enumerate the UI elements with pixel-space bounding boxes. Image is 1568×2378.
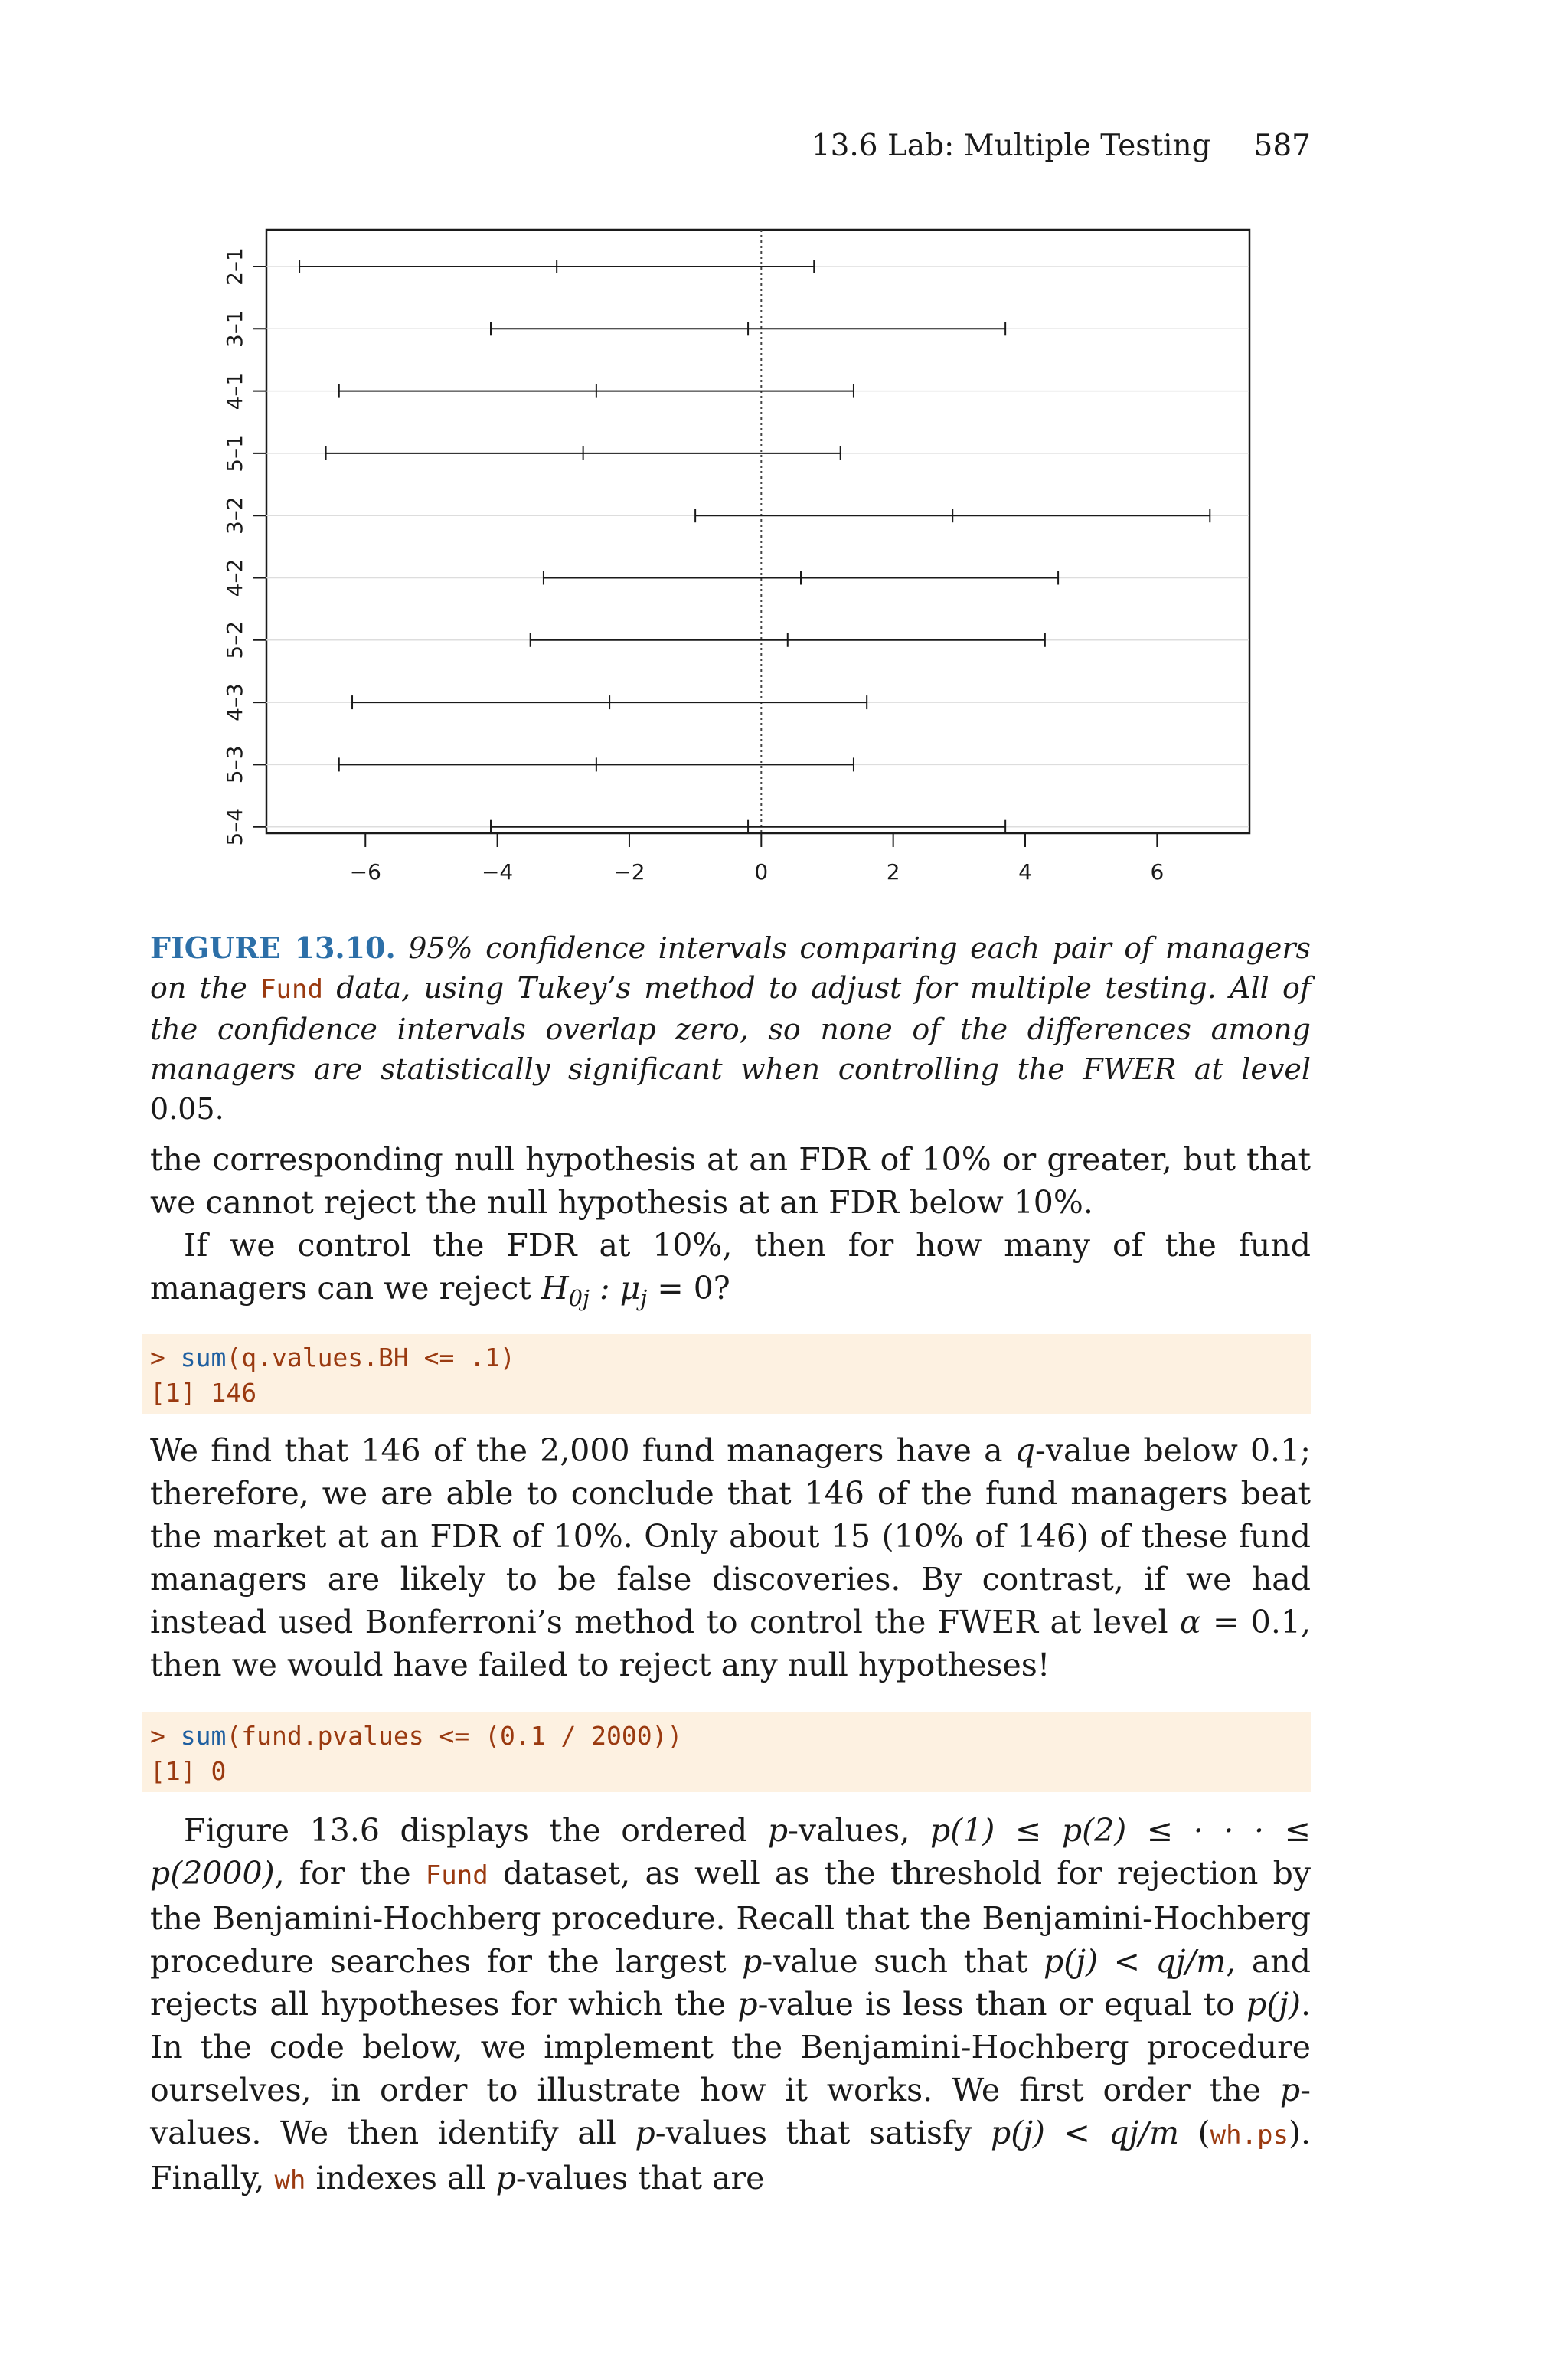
fund-code: Fund: [425, 1860, 488, 1891]
mu-symbol: : μ: [589, 1270, 641, 1307]
running-header: [812, 129, 1311, 163]
p4-d: dataset, as well as the threshold for rejection by the Benjamini-Hochberg procedure. Recall that the Benjamini-Hochberg procedure searches for the largest: [150, 1855, 1311, 1980]
x-tick-label: 4: [1018, 859, 1032, 885]
caption-text-2: data, using Tukey’s method to adjust for multiple testing. All of the confidence intervals overlap zero, so none of the differences among managers are statistically significant when controlling the FWER at level: [150, 971, 1311, 1086]
code-args: (fund.pvalues <= (0.1 / 2000)): [226, 1721, 683, 1751]
y-tick-label: 4–3: [222, 683, 247, 721]
wh-code: wh: [274, 2165, 306, 2196]
caption-code: Fund: [260, 974, 323, 1005]
p4-j: -values that satisfy: [655, 2115, 972, 2151]
code-block-2: [142, 1712, 1311, 1792]
p4-f: , and rejects all hypotheses for which the: [150, 1943, 1311, 2023]
figure-caption: [150, 928, 1311, 1129]
p-symbol: p: [737, 1986, 758, 2023]
p4-a: Figure 13.6 displays the ordered: [184, 1812, 748, 1849]
p4-e: -value such that: [762, 1943, 1028, 1980]
code-output: [1] 146: [150, 1378, 257, 1408]
y-tick-label: 5–2: [222, 620, 247, 659]
code-function: sum: [180, 1721, 227, 1751]
x-tick-label: 2: [886, 859, 900, 885]
p-symbol: p: [635, 2115, 655, 2151]
code-function: sum: [180, 1343, 227, 1372]
code-prompt: >: [150, 1343, 181, 1372]
x-tick-label: 0: [754, 859, 769, 885]
ordered-pvalues: p(1) ≤ p(2) ≤ · · · ≤ p(2000): [150, 1812, 1311, 1892]
y-tick-label: 3–1: [222, 309, 247, 348]
x-tick-label: 6: [1150, 859, 1165, 885]
paragraph-1: the corresponding null hypothesis at an FDR of 10% or greater, but that we cannot reject the null hypothesis at an FDR below 10%.: [150, 1141, 1311, 1221]
p4-i: -values. We then identify all: [150, 2072, 1311, 2151]
y-tick-label: 5–4: [222, 807, 247, 846]
p4-k: ). Finally,: [150, 2115, 1311, 2196]
paragraph-2: [150, 1224, 1311, 1320]
p4-h: . In the code below, we implement the Benjamini-Hochberg procedure ourselves, in order to illustrate how it works. We first order the: [150, 1986, 1311, 2108]
paragraph-3-text-c: = 0.1, then we would have failed to reject any null hypotheses!: [150, 1604, 1311, 1683]
p4-c: , for the: [274, 1855, 411, 1892]
paragraph-3-text-b: -value below 0.1; therefore, we are able to conclude that 146 of the fund managers beat the market at an FDR of 10%. Only about 15 (10% of 146) of these fund managers are likely to be false discoveries. By contrast, if we had instead used Bonferroni’s method to control the FWER at level: [150, 1432, 1311, 1640]
page-number: 587: [1253, 129, 1311, 163]
y-tick-label: 2–1: [222, 247, 247, 286]
y-tick-label: 3–2: [222, 496, 247, 535]
p4-b: -values,: [788, 1812, 910, 1849]
code-block-1: [142, 1334, 1311, 1414]
p-symbol: p: [1279, 2072, 1301, 2108]
q-symbol: q: [1014, 1432, 1035, 1469]
figure-label: FIGURE 13.10.: [150, 931, 396, 965]
code-output: [1] 0: [150, 1756, 227, 1786]
paragraph-3: [150, 1429, 1311, 1686]
caption-text-1: 95% confidence intervals comparing each pair of managers on the: [150, 931, 1311, 1005]
y-tick-label: 4–1: [222, 371, 247, 411]
hypothesis-symbol: H: [541, 1270, 569, 1307]
section-title: 13.6 Lab: Multiple Testing: [811, 129, 1211, 163]
paragraph-4: Figure 13.6 displays the ordered p-values, p(1) ≤ p(2) ≤ · · · ≤ p(2000), for the Fund dataset, as well as the threshold for rejection by the Benjamini-Hochberg procedure. Recall that the Benjamini-Hochberg procedure searches for the largest p-value such that p(j) < qj/m, and rejects all hypotheses for which the p-value is less than or equal to p(j). In the code below, we implement the Benjamini-Hochberg procedure ourselves, in order to illustrate how it works. We first order the p-values. We then identify all p-values that satisfy p(j) < qj/m (wh.ps). Finally, wh indexes all p-values that are: [150, 1812, 1311, 2196]
y-tick-label: 4–2: [222, 558, 247, 597]
bh-condition: p(j) < qj/m: [1044, 1943, 1227, 1980]
x-tick-label: −6: [349, 859, 381, 885]
equals-zero: = 0?: [647, 1270, 730, 1307]
hypothesis-subscript: 0j: [568, 1285, 590, 1312]
bh-condition-2: p(j) < qj/m: [990, 2115, 1180, 2151]
wh-ps-code: wh.ps: [1210, 2120, 1289, 2151]
y-tick-label: 5–1: [222, 434, 247, 473]
p-symbol: p: [767, 1812, 789, 1849]
caption-level: 0.05.: [150, 1092, 224, 1126]
paragraph-2-text: If we control the FDR at 10%, then for how many of the fund managers can we reject: [150, 1227, 1311, 1307]
confidence-interval-chart: [199, 214, 1271, 904]
mu-subscript: j: [640, 1285, 648, 1312]
p4-g: -value is less than or equal to: [757, 1986, 1235, 2023]
code-args: (q.values.BH <= .1): [226, 1343, 515, 1372]
y-tick-label: 5–3: [222, 745, 247, 784]
p4-m: -values that are: [515, 2160, 765, 2196]
alpha-symbol: α: [1180, 1604, 1201, 1640]
x-tick-label: −2: [613, 859, 645, 885]
p-symbol: p: [495, 2160, 516, 2196]
p-symbol: p: [742, 1943, 763, 1980]
x-tick-label: −4: [481, 859, 514, 885]
code-prompt: >: [150, 1721, 181, 1751]
p4-l: indexes all: [315, 2160, 486, 2196]
pj-symbol: p(j): [1246, 1986, 1301, 2023]
paragraph-3-text-a: We find that 146 of the 2,000 fund managers have a: [150, 1432, 1003, 1469]
plot-frame: [266, 230, 1250, 833]
